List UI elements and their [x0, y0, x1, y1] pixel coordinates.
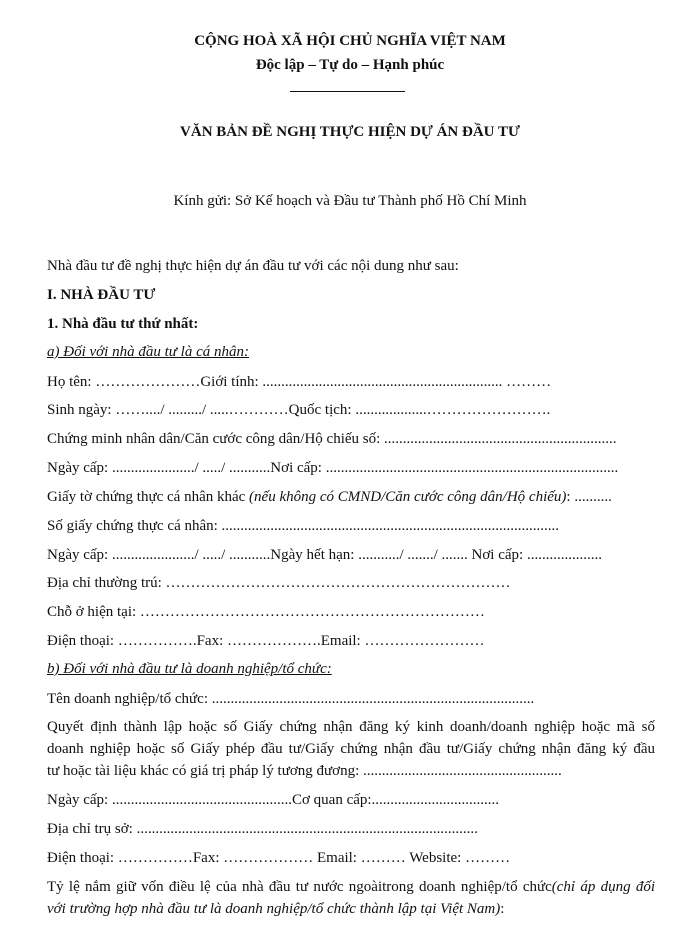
birth-nationality-field: Sinh ngày: ……..../ ........./ .....…………Quốc tịch: ...................……………………. [47, 402, 551, 418]
document-title: VĂN BẢN ĐỀ NGHỊ THỰC HIỆN DỰ ÁN ĐẦU TƯ [180, 124, 520, 140]
current-residence-field: Chỗ ở hiện tại: …………………………………………………………… [47, 604, 485, 620]
other-document-note: (nếu không có CMND/Căn cước công dân/Hộ chiếu) [249, 489, 567, 505]
republic-heading: CỘNG HOÀ XÃ HỘI CHỦ NGHĨA VIỆT NAM [194, 33, 506, 49]
other-document-field [47, 487, 657, 507]
decision-line-2: doanh nghiệp hoặc số Giấy phép đầu tư/Giấy chứng nhận đầu tư/Giấy chứng nhận đăng ký đầu [47, 741, 655, 757]
decision-line-3: tư hoặc tài liệu khác có giá trị pháp lý tương đương: ..................................................... [47, 763, 562, 779]
other-document-dots: : .......... [566, 489, 612, 505]
organization-name-field: Tên doanh nghiệp/tổ chức: ...................................................................................... [47, 691, 535, 707]
capital-ratio-line-1 [47, 877, 655, 897]
organization-heading: b) Đối với nhà đầu tư là doanh nghiệp/tổ chức: [47, 661, 332, 677]
id-issue-field: Ngày cấp: ....................../ ...../ ...........Nơi cấp: .............................................................................. [47, 460, 619, 476]
header-divider [290, 91, 405, 92]
first-investor-heading: 1. Nhà đầu tư thứ nhất: [47, 316, 199, 332]
certificate-number-field: Số giấy chứng thực cá nhân: .......................................................................................... [47, 518, 560, 534]
organization-issue-field: Ngày cấp: ................................................Cơ quan cấp:.................................. [47, 792, 500, 808]
individual-heading: a) Đối với nhà đầu tư là cá nhân: [47, 344, 249, 360]
intro-text: Nhà đầu tư đề nghị thực hiện dự án đầu tư với các nội dung như sau: [47, 258, 459, 274]
individual-contact-field: Điện thoại: …………….Fax: ……………….Email: …………………… [47, 633, 485, 649]
certificate-issue-field: Ngày cấp: ....................../ ...../ ...........Ngày hết hạn: .........../ ......./ ....... Nơi cấp: .................... [47, 547, 602, 563]
capital-ratio-note-start: (chỉ áp dụng đối [551, 879, 655, 895]
head-office-address-field: Địa chỉ trụ sở: ........................................................................................... [47, 821, 478, 837]
recipient-line: Kính gửi: Sở Kế hoạch và Đầu tư Thành phố Hồ Chí Minh [173, 193, 527, 209]
section-investor-heading: I. NHÀ ĐẦU TƯ [47, 287, 156, 303]
capital-ratio-colon: : [500, 901, 505, 917]
capital-ratio-label: Tỷ lệ nắm giữ vốn điều lệ của nhà đầu tư nước ngoàitrong doanh nghiệp/tổ chức [47, 879, 552, 895]
capital-ratio-note-end: với trường hợp nhà đầu tư là doanh nghiệp/tổ chức thành lập tại Việt Nam) [47, 901, 501, 917]
organization-contact-field: Điện thoại: ……………Fax: ……………… Email: ……… Website: ……… [47, 850, 511, 866]
name-gender-field: Họ tên: …………………Giới tính: ................................................................ ……… [47, 374, 552, 390]
other-document-label: Giấy tờ chứng thực cá nhân khác [47, 489, 250, 505]
id-number-field: Chứng minh nhân dân/Căn cước công dân/Hộ chiếu số: .............................................................. [47, 431, 617, 447]
capital-ratio-line-2 [47, 899, 657, 919]
permanent-address-field: Địa chỉ thường trú: …………………………………………………………… [47, 575, 511, 591]
decision-line-1: Quyết định thành lập hoặc số Giấy chứng nhận đăng ký kinh doanh/doanh nghiệp hoặc mã số [47, 719, 655, 735]
motto: Độc lập – Tự do – Hạnh phúc [255, 57, 445, 73]
